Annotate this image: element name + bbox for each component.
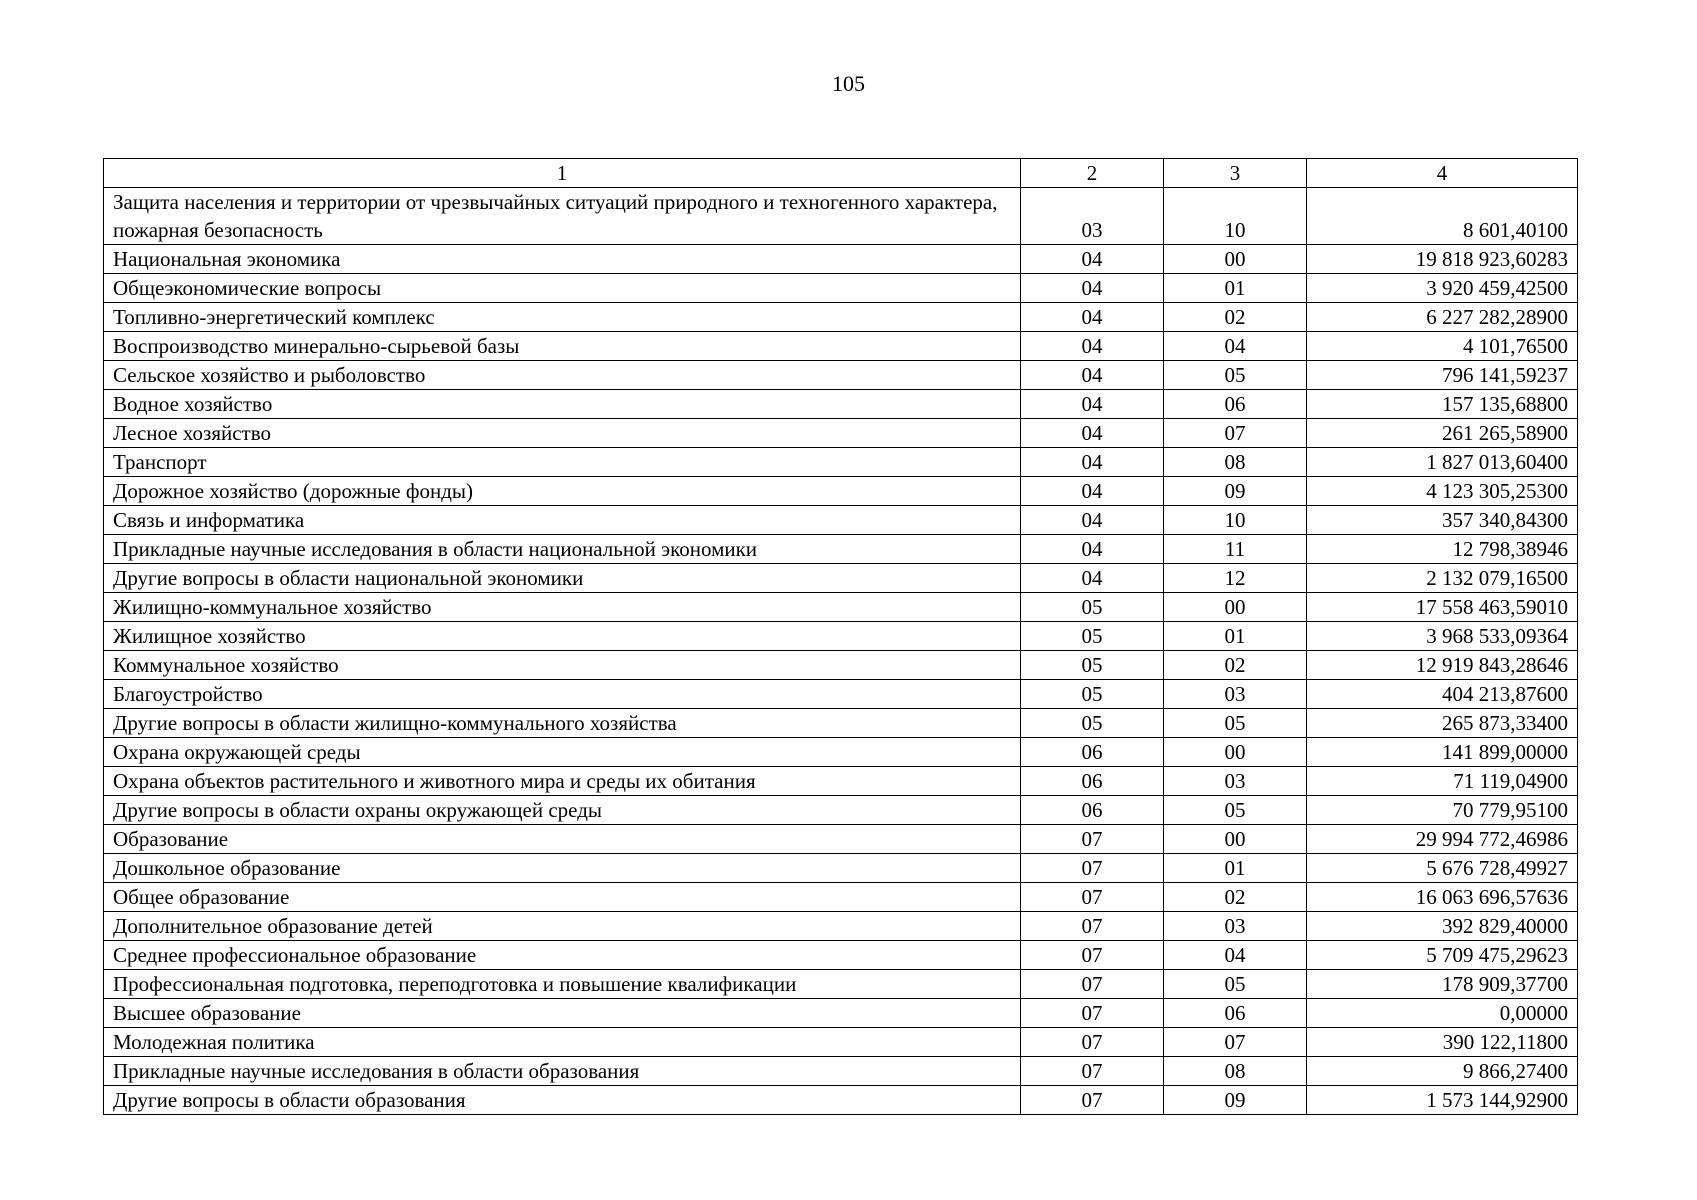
row-name-cell: Воспроизводство минерально-сырьевой базы: [104, 332, 1021, 361]
row-amount-cell: 392 829,40000: [1307, 912, 1578, 941]
row-section-cell: 07: [1021, 1086, 1164, 1115]
row-amount-cell: 71 119,04900: [1307, 767, 1578, 796]
row-amount-cell: 4 123 305,25300: [1307, 477, 1578, 506]
table-body: [104, 188, 1578, 1115]
row-name-cell: Молодежная политика: [104, 1028, 1021, 1057]
row-amount-cell: 261 265,58900: [1307, 419, 1578, 448]
row-amount-cell: 1 573 144,92900: [1307, 1086, 1578, 1115]
table-row: [104, 999, 1578, 1028]
row-subsection-cell: 04: [1164, 332, 1307, 361]
row-amount-cell: 3 968 533,09364: [1307, 622, 1578, 651]
row-amount-cell: 404 213,87600: [1307, 680, 1578, 709]
row-name-cell: Другие вопросы в области образования: [104, 1086, 1021, 1115]
row-name-cell: Транспорт: [104, 448, 1021, 477]
row-amount-cell: 19 818 923,60283: [1307, 245, 1578, 274]
budget-table: [103, 158, 1578, 1115]
table-row: [104, 796, 1578, 825]
row-amount-cell: 17 558 463,59010: [1307, 593, 1578, 622]
row-section-cell: 05: [1021, 593, 1164, 622]
row-section-cell: 04: [1021, 448, 1164, 477]
column-header-1: 1: [104, 159, 1021, 188]
row-amount-cell: 157 135,68800: [1307, 390, 1578, 419]
row-name-cell: Благоустройство: [104, 680, 1021, 709]
row-section-cell: 04: [1021, 564, 1164, 593]
row-name-cell: Общеэкономические вопросы: [104, 274, 1021, 303]
row-subsection-cell: 02: [1164, 303, 1307, 332]
row-subsection-cell: 03: [1164, 680, 1307, 709]
row-name-cell: Прикладные научные исследования в области национальной экономики: [104, 535, 1021, 564]
row-section-cell: 04: [1021, 361, 1164, 390]
row-name-cell: Образование: [104, 825, 1021, 854]
row-name-cell: Другие вопросы в области национальной экономики: [104, 564, 1021, 593]
row-section-cell: 05: [1021, 622, 1164, 651]
row-section-cell: 07: [1021, 1057, 1164, 1086]
table-row: [104, 506, 1578, 535]
row-section-cell: 04: [1021, 274, 1164, 303]
row-amount-cell: 265 873,33400: [1307, 709, 1578, 738]
row-section-cell: 04: [1021, 245, 1164, 274]
row-subsection-cell: 09: [1164, 1086, 1307, 1115]
row-subsection-cell: 00: [1164, 738, 1307, 767]
table-row: [104, 767, 1578, 796]
row-name-cell: Профессиональная подготовка, переподготовка и повышение квалификации: [104, 970, 1021, 999]
row-amount-cell: 12 798,38946: [1307, 535, 1578, 564]
table-row: [104, 245, 1578, 274]
row-section-cell: 04: [1021, 535, 1164, 564]
row-section-cell: 07: [1021, 854, 1164, 883]
table-row: [104, 593, 1578, 622]
row-subsection-cell: 11: [1164, 535, 1307, 564]
row-name-cell: Дорожное хозяйство (дорожные фонды): [104, 477, 1021, 506]
table-row: [104, 448, 1578, 477]
row-amount-cell: 8 601,40100: [1307, 188, 1578, 245]
row-section-cell: 04: [1021, 477, 1164, 506]
column-header-3: 3: [1164, 159, 1307, 188]
row-amount-cell: 0,00000: [1307, 999, 1578, 1028]
row-name-cell: Другие вопросы в области жилищно-коммунального хозяйства: [104, 709, 1021, 738]
row-subsection-cell: 03: [1164, 912, 1307, 941]
column-header-2: 2: [1021, 159, 1164, 188]
table-row: [104, 825, 1578, 854]
row-name-cell: Высшее образование: [104, 999, 1021, 1028]
row-amount-cell: 29 994 772,46986: [1307, 825, 1578, 854]
row-section-cell: 07: [1021, 941, 1164, 970]
row-section-cell: 06: [1021, 767, 1164, 796]
row-section-cell: 05: [1021, 709, 1164, 738]
table-row: [104, 941, 1578, 970]
row-name-cell: Охрана окружающей среды: [104, 738, 1021, 767]
row-amount-cell: 5 676 728,49927: [1307, 854, 1578, 883]
row-section-cell: 07: [1021, 825, 1164, 854]
row-subsection-cell: 12: [1164, 564, 1307, 593]
row-subsection-cell: 00: [1164, 825, 1307, 854]
row-subsection-cell: 06: [1164, 999, 1307, 1028]
row-subsection-cell: 05: [1164, 970, 1307, 999]
row-amount-cell: 3 920 459,42500: [1307, 274, 1578, 303]
row-subsection-cell: 10: [1164, 506, 1307, 535]
row-section-cell: 05: [1021, 651, 1164, 680]
table-header-row: [104, 159, 1578, 188]
row-section-cell: 04: [1021, 332, 1164, 361]
table-row: [104, 970, 1578, 999]
page-number: 105: [832, 71, 865, 96]
row-section-cell: 07: [1021, 912, 1164, 941]
table-row: [104, 419, 1578, 448]
table-row: [104, 1028, 1578, 1057]
table-row: [104, 622, 1578, 651]
row-subsection-cell: 04: [1164, 941, 1307, 970]
row-subsection-cell: 01: [1164, 854, 1307, 883]
row-subsection-cell: 00: [1164, 245, 1307, 274]
column-header-4: 4: [1307, 159, 1578, 188]
row-name-cell: Сельское хозяйство и рыболовство: [104, 361, 1021, 390]
table-row: [104, 274, 1578, 303]
row-amount-cell: 2 132 079,16500: [1307, 564, 1578, 593]
row-subsection-cell: 00: [1164, 593, 1307, 622]
row-amount-cell: 70 779,95100: [1307, 796, 1578, 825]
row-subsection-cell: 01: [1164, 274, 1307, 303]
table-row: [104, 883, 1578, 912]
table-row: [104, 1057, 1578, 1086]
row-amount-cell: 178 909,37700: [1307, 970, 1578, 999]
table-row: [104, 651, 1578, 680]
row-section-cell: 04: [1021, 390, 1164, 419]
row-section-cell: 04: [1021, 506, 1164, 535]
row-subsection-cell: 05: [1164, 709, 1307, 738]
row-name-cell: Жилищно-коммунальное хозяйство: [104, 593, 1021, 622]
row-amount-cell: 1 827 013,60400: [1307, 448, 1578, 477]
row-name-cell: Водное хозяйство: [104, 390, 1021, 419]
row-amount-cell: 6 227 282,28900: [1307, 303, 1578, 332]
row-section-cell: 03: [1021, 188, 1164, 245]
row-subsection-cell: 02: [1164, 883, 1307, 912]
row-subsection-cell: 03: [1164, 767, 1307, 796]
table-row: [104, 303, 1578, 332]
row-name-cell: Связь и информатика: [104, 506, 1021, 535]
table-row: [104, 854, 1578, 883]
row-amount-cell: 357 340,84300: [1307, 506, 1578, 535]
row-name-cell: Среднее профессиональное образование: [104, 941, 1021, 970]
row-amount-cell: 16 063 696,57636: [1307, 883, 1578, 912]
row-subsection-cell: 07: [1164, 419, 1307, 448]
table-row: [104, 1086, 1578, 1115]
table-row: [104, 709, 1578, 738]
row-subsection-cell: 05: [1164, 361, 1307, 390]
row-amount-cell: 12 919 843,28646: [1307, 651, 1578, 680]
table-row: [104, 332, 1578, 361]
row-subsection-cell: 05: [1164, 796, 1307, 825]
table-row: [104, 188, 1578, 245]
row-amount-cell: 5 709 475,29623: [1307, 941, 1578, 970]
table-row: [104, 535, 1578, 564]
row-name-cell: Дополнительное образование детей: [104, 912, 1021, 941]
row-name-cell: Коммунальное хозяйство: [104, 651, 1021, 680]
row-name-cell: Лесное хозяйство: [104, 419, 1021, 448]
row-subsection-cell: 08: [1164, 448, 1307, 477]
row-section-cell: 07: [1021, 883, 1164, 912]
table-row: [104, 912, 1578, 941]
row-name-cell: Дошкольное образование: [104, 854, 1021, 883]
row-amount-cell: 4 101,76500: [1307, 332, 1578, 361]
row-subsection-cell: 01: [1164, 622, 1307, 651]
row-section-cell: 07: [1021, 999, 1164, 1028]
row-section-cell: 07: [1021, 1028, 1164, 1057]
row-section-cell: 04: [1021, 419, 1164, 448]
row-section-cell: 05: [1021, 680, 1164, 709]
row-section-cell: 06: [1021, 738, 1164, 767]
row-subsection-cell: 06: [1164, 390, 1307, 419]
table-row: [104, 390, 1578, 419]
row-subsection-cell: 07: [1164, 1028, 1307, 1057]
row-name-cell: Жилищное хозяйство: [104, 622, 1021, 651]
row-name-cell: Национальная экономика: [104, 245, 1021, 274]
row-name-cell: Топливно-энергетический комплекс: [104, 303, 1021, 332]
row-amount-cell: 390 122,11800: [1307, 1028, 1578, 1057]
table-row: [104, 564, 1578, 593]
row-amount-cell: 9 866,27400: [1307, 1057, 1578, 1086]
row-amount-cell: 796 141,59237: [1307, 361, 1578, 390]
row-name-cell: Общее образование: [104, 883, 1021, 912]
row-name-cell: Защита населения и территории от чрезвычайных ситуаций природного и техногенного характера, пожарная безопасность: [104, 188, 1021, 245]
row-subsection-cell: 02: [1164, 651, 1307, 680]
table-row: [104, 680, 1578, 709]
row-subsection-cell: 10: [1164, 188, 1307, 245]
row-amount-cell: 141 899,00000: [1307, 738, 1578, 767]
table-row: [104, 477, 1578, 506]
row-name-cell: Прикладные научные исследования в области образования: [104, 1057, 1021, 1086]
row-section-cell: 06: [1021, 796, 1164, 825]
row-name-cell: Охрана объектов растительного и животного мира и среды их обитания: [104, 767, 1021, 796]
row-section-cell: 04: [1021, 303, 1164, 332]
row-subsection-cell: 09: [1164, 477, 1307, 506]
row-name-cell: Другие вопросы в области охраны окружающей среды: [104, 796, 1021, 825]
table-row: [104, 361, 1578, 390]
row-subsection-cell: 08: [1164, 1057, 1307, 1086]
table-row: [104, 738, 1578, 767]
row-section-cell: 07: [1021, 970, 1164, 999]
